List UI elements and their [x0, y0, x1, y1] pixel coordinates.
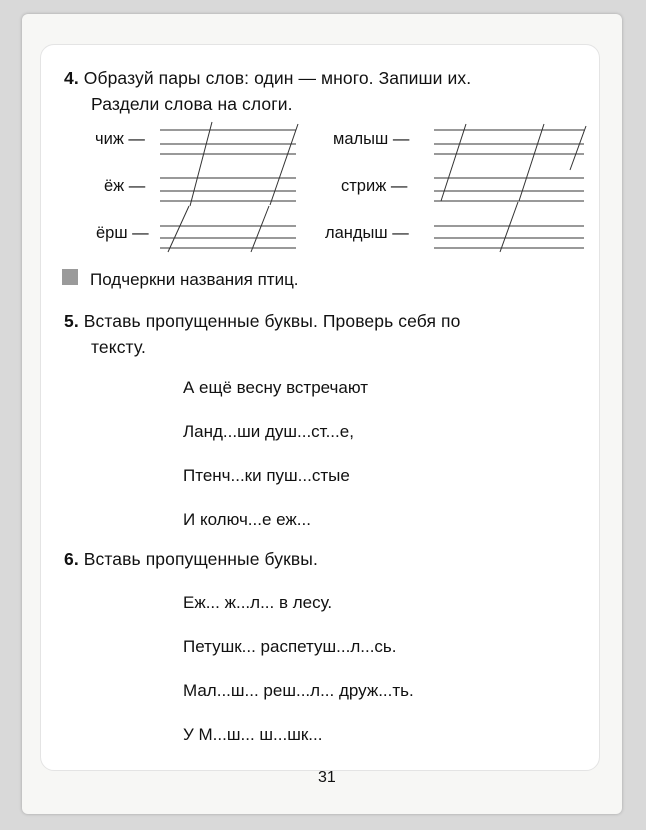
exercise-line-4: У М...ш... ш...шк...: [183, 725, 323, 744]
task-4-instruction-line1: Образуй пары слов: один — много. Запиши их.: [83, 68, 472, 88]
task-5-instruction-line1: Вставь пропущенные буквы. Проверь себя по: [83, 311, 461, 331]
left-word-2: ёж —: [104, 177, 146, 195]
task-6-instruction: Вставь пропущенные буквы.: [83, 549, 318, 569]
task-5-heading: [64, 309, 460, 333]
task-5-instruction-line2: тексту.: [91, 337, 146, 357]
exercise-line-2: Петушк... распетуш...л...сь.: [183, 637, 397, 656]
poem-line-1: А ещё весну встречают: [183, 378, 369, 397]
task-6-heading: [64, 547, 318, 571]
left-word-3: ёрш —: [96, 224, 149, 242]
right-word-1: малыш —: [333, 130, 410, 148]
exercise-line-3: Мал...ш... реш...л... друж...ть.: [183, 681, 414, 700]
task-4-instruction-line2: Раздели слова на слоги.: [91, 94, 293, 114]
exercise-line-1: Еж... ж...л... в лесу.: [183, 593, 333, 612]
right-word-2: стриж —: [341, 177, 408, 195]
page-number: 31: [318, 769, 336, 786]
task-4-number: 4.: [64, 68, 79, 88]
left-word-1: чиж —: [95, 130, 145, 148]
task-5-number: 5.: [64, 311, 79, 331]
poem-line-4: И колюч...е еж...: [183, 510, 311, 529]
right-word-3: ландыш —: [325, 224, 409, 242]
task-4-note: Подчеркни названия птиц.: [90, 270, 299, 289]
poem-line-3: Птенч...ки пуш...стые: [183, 466, 350, 485]
note-marker-icon: [62, 269, 78, 285]
poem-line-2: Ланд...ши душ...ст...е,: [183, 422, 354, 441]
task-6-number: 6.: [64, 549, 79, 569]
